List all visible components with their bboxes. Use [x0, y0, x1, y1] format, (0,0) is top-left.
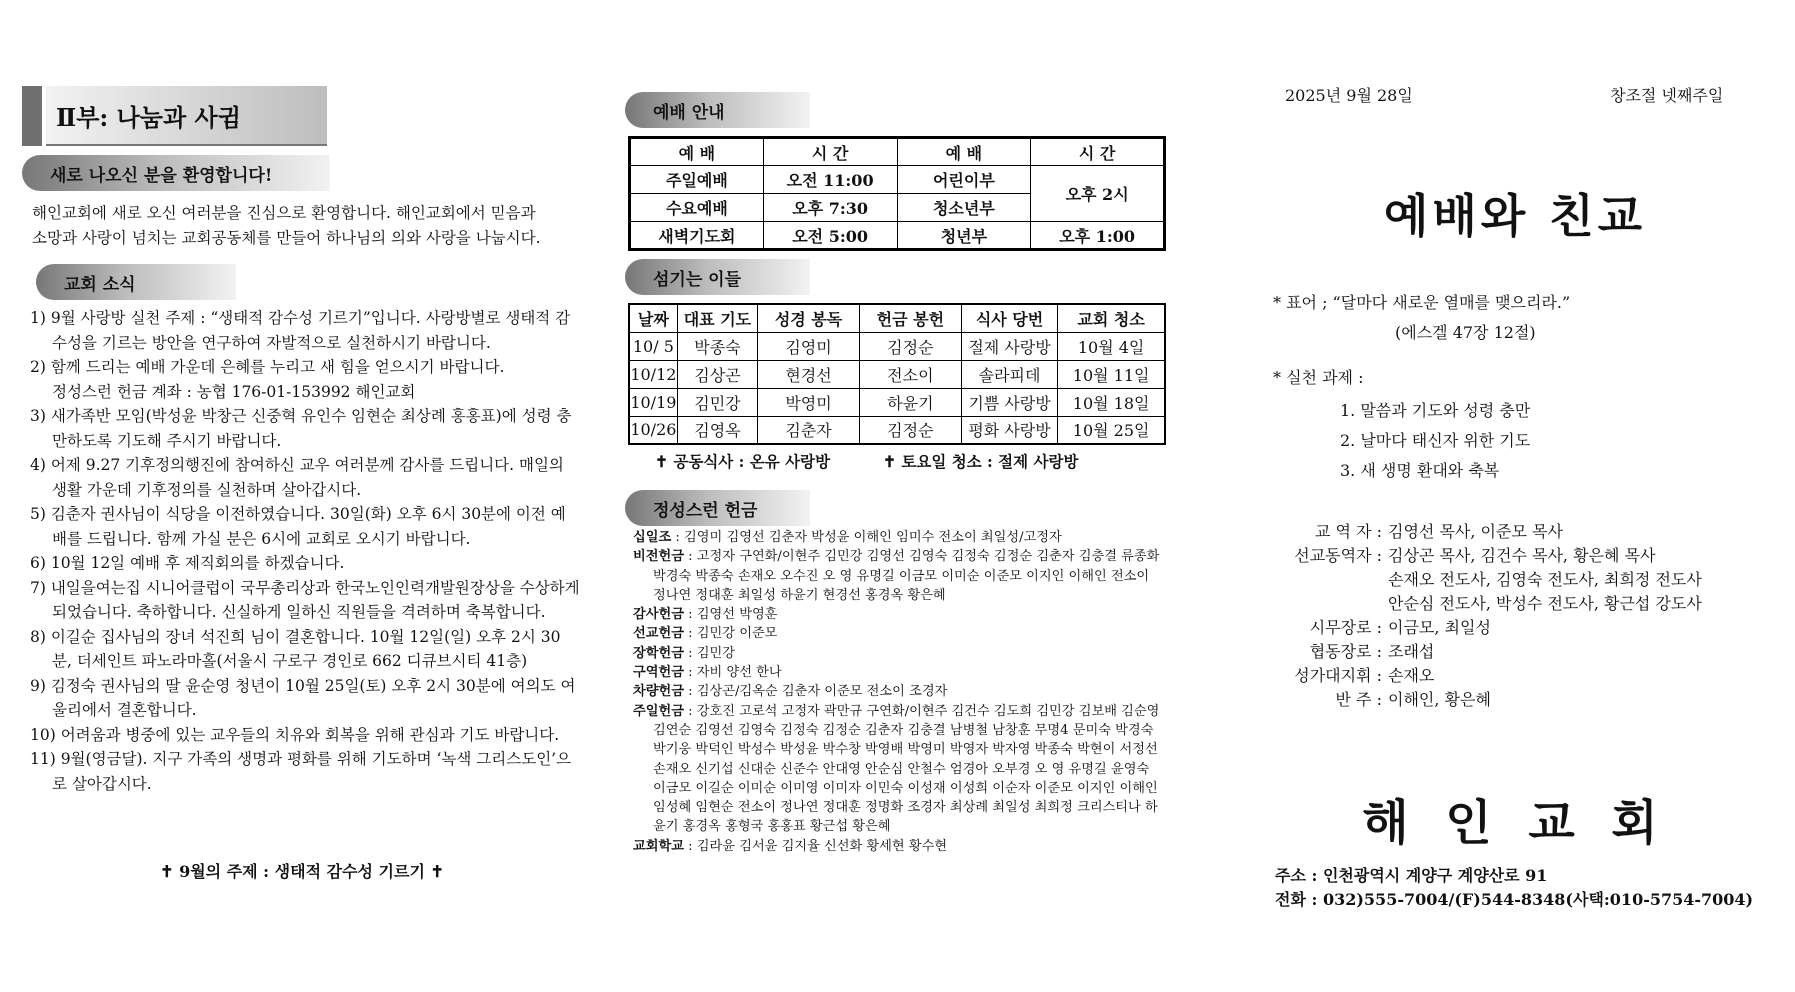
offering-label: 십일조	[633, 530, 672, 545]
table-row	[630, 166, 1165, 194]
section-title	[22, 86, 327, 146]
church-name: 해 인 교 회	[1362, 795, 1668, 851]
offering-names: : 고정자 구연화/이현주 김민강 김영선 김영숙 김정숙 김정순 김춘자 김충결 류종화 박경숙 박종숙 손재오 오수진 오 영 유명길 이금모 이미순 이준모 이지인 이해인 전소이 정나연 정대훈 최일성 하윤기 현경선 홍경옥 황은혜	[653, 549, 1160, 603]
table-cell: 평화 사랑방	[961, 416, 1057, 444]
section-title-text: Ⅱ부: 나눔과 사귐	[46, 86, 327, 146]
table-cell: 박종숙	[677, 332, 757, 360]
table-cell: 김정순	[859, 332, 961, 360]
liturgical-season: 창조절 넷째주일	[1610, 86, 1724, 105]
staff-names: 손재오 전도사, 김영숙 전도사, 최희정 전도사	[1388, 570, 1702, 589]
offering-label: 비전헌금	[633, 549, 684, 565]
task-item: 3. 새 생명 환대와 축복	[1340, 461, 1500, 480]
table-cell: 김정순	[859, 416, 961, 444]
staff-row	[1288, 640, 1702, 664]
offering-names: : 김라윤 김서윤 김지율 신선화 황세현 황수현	[683, 838, 948, 854]
table-header-cell: 헌금 봉헌	[859, 304, 961, 332]
church-phone: 전화 : 032)555-7004/(F)544-8348(사택:010-5754-7004)	[1275, 890, 1754, 909]
table-header-cell: 예 배	[630, 138, 764, 166]
table-cell: 김민강	[677, 388, 757, 416]
middle-column	[625, 0, 1170, 992]
title-accent-bar	[22, 86, 42, 146]
staff-role: 교 역 자 :	[1314, 522, 1382, 541]
table-header-cell: 대표 기도	[677, 304, 757, 332]
offering-label: 주일헌금	[633, 703, 684, 719]
offering-label: 차량헌금	[633, 684, 684, 700]
table-row	[629, 388, 1165, 416]
table-cell: 10월 4일	[1058, 332, 1165, 360]
offering-names: : 김영선 박영훈	[683, 607, 778, 623]
table-cell: 10/12	[629, 360, 677, 388]
staff-role: 선교동역자 :	[1294, 546, 1382, 565]
staff-names: 손재오	[1388, 666, 1435, 685]
offering-row	[633, 702, 1163, 837]
offering-label: 장학헌금	[633, 645, 684, 661]
offering-row	[633, 837, 1163, 856]
table-cell: 김상곤	[677, 360, 757, 388]
table-cell: 하윤기	[859, 388, 961, 416]
news-item: 9) 김정숙 권사님의 딸 윤순영 청년이 10월 25일(토) 오후 2시 30분에 여의도 여울리에서 결혼합니다.	[30, 676, 576, 719]
offering-heading: 정성스런 헌금	[625, 490, 810, 526]
table-header-cell: 시 간	[763, 138, 897, 166]
church-address: 주소 : 인천광역시 계양구 계양산로 91	[1275, 866, 1548, 885]
offering-names: : 김민강	[683, 645, 736, 661]
staff-list	[1288, 520, 1702, 712]
table-cell: 전소이	[859, 360, 961, 388]
table-cell: 절제 사랑방	[961, 332, 1057, 360]
welcome-line: 소망과 사랑이 넘치는 교회공동체를 만들어 하나님의 의와 사랑을 나눕시다.	[32, 228, 541, 247]
news-item: 10) 어려움과 병중에 있는 교우들의 치유와 회복을 위해 관심과 기도 바랍니다.	[30, 725, 560, 744]
welcome-heading: 새로 나오신 분을 환영합니다!	[22, 155, 330, 191]
table-cell: 김춘자	[758, 416, 860, 444]
news-heading: 교회 소식	[36, 264, 236, 300]
news-list	[28, 306, 580, 796]
table-row	[629, 360, 1165, 388]
news-item: 3) 새가족반 모임(박성윤 박창근 신중혁 유인수 임현순 최상례 홍홍표)에 성령 충만하도록 기도해 주시기 바랍니다.	[30, 407, 572, 450]
offering-label: 구역헌금	[633, 665, 684, 681]
worship-heading: 예배 안내	[625, 92, 810, 128]
news-item: 1) 9월 사랑방 실천 주제 : “생태적 감수성 기르기”입니다. 사랑방별로 생태적 감수성을 기르는 방안을 연구하여 자발적으로 실천하시기 바랍니다.	[30, 309, 571, 352]
staff-row	[1288, 568, 1702, 592]
offering-row	[633, 547, 1163, 605]
table-cell: 김영옥	[677, 416, 757, 444]
news-item: 6) 10월 12일 예배 후 제직회의를 하겠습니다.	[30, 554, 345, 572]
table-header-cell: 교회 청소	[1058, 304, 1165, 332]
news-item: 8) 이길순 집사님의 장녀 석진희 님이 결혼합니다. 10월 12일(일) 오후 2시 30분, 더세인트 파노라마홀(서울시 구로구 경인로 662 디큐브시티 41층)	[30, 627, 561, 670]
staff-row	[1288, 592, 1702, 616]
left-column	[22, 0, 582, 992]
table-cell: 오후 2시	[1031, 166, 1165, 222]
news-item: 2) 함께 드리는 예배 가운데 은혜를 누리고 새 힘을 얻으시기 바랍니다.	[30, 358, 505, 376]
offering-label: 교회학교	[633, 838, 684, 854]
staff-role	[1288, 568, 1388, 592]
staff-names: 안순심 전도사, 박성수 전도사, 황근섭 강도사	[1388, 594, 1702, 613]
table-row	[630, 222, 1165, 250]
staff-role: 반 주 :	[1335, 690, 1382, 709]
table-cell: 10/ 5	[629, 332, 677, 360]
staff-row	[1288, 688, 1702, 712]
staff-row	[1288, 616, 1702, 640]
table-row	[629, 332, 1165, 360]
offering-names: : 김상곤/김옥순 김춘자 이준모 전소이 조경자	[683, 684, 948, 700]
offering-names: : 김민강 이준모	[683, 626, 778, 642]
table-cell: 박영미	[758, 388, 860, 416]
table-cell: 어린이부	[897, 166, 1031, 194]
table-cell: 10월 18일	[1058, 388, 1165, 416]
table-cell: 솔라피데	[961, 360, 1057, 388]
staff-row	[1288, 520, 1702, 544]
worship-table	[628, 136, 1166, 251]
table-header-cell: 날짜	[629, 304, 677, 332]
table-cell: 오후 1:00	[1031, 222, 1165, 250]
table-cell: 기쁨 사랑방	[961, 388, 1057, 416]
staff-row	[1288, 544, 1702, 568]
table-cell: 오전 11:00	[763, 166, 897, 194]
offering-row	[633, 528, 1163, 547]
news-item: 5) 김춘자 권사님이 식당을 이전하였습니다. 30일(화) 오후 6시 30분에 이전 예배를 드립니다. 함께 가실 분은 6시에 교회로 오시기 바랍니다.	[30, 505, 566, 548]
table-header-cell: 식사 당번	[961, 304, 1057, 332]
table-cell: 현경선	[758, 360, 860, 388]
table-header-cell: 예 배	[897, 138, 1031, 166]
news-item: 4) 어제 9.27 기후정의행진에 참여하신 교우 여러분께 감사를 드립니다. 매일의 생활 가운데 기후정의를 실천하며 살아갑시다.	[30, 456, 564, 499]
offering-names: : 자비 양선 한나	[683, 665, 782, 681]
bulletin-date: 2025년 9월 28일	[1285, 86, 1413, 105]
servers-heading: 섬기는 이들	[625, 259, 810, 295]
table-cell: 수요예배	[630, 194, 764, 222]
offering-row	[633, 663, 1163, 682]
staff-role: 협동장로 :	[1309, 642, 1382, 661]
offering-list	[633, 528, 1163, 856]
staff-role: 시무장로 :	[1309, 618, 1382, 637]
task-item: 1. 말씀과 기도와 성령 충만	[1340, 401, 1531, 420]
staff-names: 이금모, 최일성	[1388, 618, 1491, 637]
motto: * 표어 ; “달마다 새로운 열매를 맺으리라.”	[1273, 293, 1571, 312]
servers-table	[628, 303, 1166, 445]
news-item: 7) 내일을여는집 시니어클럽이 국무총리상과 한국노인인력개발원장상을 수상하게 되었습니다. 축하합니다. 신실하게 일하신 직원들을 격려하며 축복합니다.	[30, 578, 580, 621]
offering-row	[633, 605, 1163, 624]
bulletin-title: 예배와 친교	[1383, 189, 1647, 243]
staff-names: 김상곤 목사, 김건수 목사, 황은혜 목사	[1388, 546, 1656, 565]
offering-names: : 김영미 김영선 김춘자 박성윤 이해인 임미수 전소이 최일성/고정자	[671, 530, 1062, 545]
table-cell: 10/19	[629, 388, 677, 416]
table-cell: 10/26	[629, 416, 677, 444]
month-theme: ✝ 9월의 주제 : 생태적 감수성 기르기 ✝	[160, 862, 444, 881]
offering-row	[633, 682, 1163, 701]
welcome-text	[32, 201, 592, 250]
staff-names: 김영선 목사, 이준모 목사	[1388, 522, 1563, 541]
tasks-list	[1340, 396, 1530, 486]
offering-names: : 강호진 고로석 고정자 곽만규 구연화/이현주 김건수 김도희 김민강 김보배 김순영 김연순 김영선 김영숙 김정숙 김정순 김춘자 김충결 남병철 남창훈 무명4 문미숙 박경숙 박기웅 박덕인 박성수 박성윤 박수창 박영배 박영미 박영자 박자영 박종숙 박현이 서정선 손재오 신기섭 신대순 신준수 안대영 안순심 안철수 엄경아 오부경 오 영 유명길 윤영숙 이금모 이길순 이미순 이미영 이미자 이민숙 이성재 이성희 이순자 이준모 이지인 이해인 임성혜 임현순 전소이 정나연 정대훈 정명화 조경자 최상례 최일성 최희정 크리스티나 하윤기 홍경옥 홍형국 홍홍표 황근섭 황은혜	[653, 703, 1160, 835]
offering-label: 선교헌금	[633, 626, 684, 642]
offering-row	[633, 624, 1163, 643]
table-cell: 청소년부	[897, 194, 1031, 222]
common-meal-note: ✝ 공동식사 : 온유 사랑방	[655, 452, 831, 471]
news-item: 정성스런 헌금 계좌 : 농협 176-01-153992 해인교회	[52, 382, 416, 401]
table-cell: 청년부	[897, 222, 1031, 250]
table-cell: 오후 7:30	[763, 194, 897, 222]
right-column	[1255, 0, 1775, 992]
staff-role	[1288, 592, 1388, 616]
motto-reference: (에스겔 47장 12절)	[1395, 323, 1536, 342]
table-cell: 10월 25일	[1058, 416, 1165, 444]
staff-role: 성가대지휘 :	[1294, 666, 1382, 685]
staff-names: 조래섭	[1388, 642, 1435, 661]
welcome-line: 해인교회에 새로 오신 여러분을 진심으로 환영합니다. 해인교회에서 믿음과	[32, 204, 536, 222]
offering-label: 감사헌금	[633, 607, 684, 623]
table-cell: 새벽기도회	[630, 222, 764, 250]
task-item: 2. 날마다 태신자 위한 기도	[1340, 431, 1531, 450]
staff-row	[1288, 664, 1702, 688]
offering-row	[633, 644, 1163, 663]
table-header-cell: 시 간	[1031, 138, 1165, 166]
news-item: 11) 9월(영금달). 지구 가족의 생명과 평화를 위해 기도하며 ‘녹색 그리스도인’으로 살아갑시다.	[30, 750, 572, 793]
table-cell: 10월 11일	[1058, 360, 1165, 388]
table-cell: 오전 5:00	[763, 222, 897, 250]
saturday-cleaning-note: ✝ 토요일 청소 : 절제 사랑방	[883, 452, 1079, 471]
table-header-cell: 성경 봉독	[758, 304, 860, 332]
table-cell: 김영미	[758, 332, 860, 360]
table-row	[629, 416, 1165, 444]
table-header-row	[629, 304, 1165, 332]
tasks-label: * 실천 과제 :	[1273, 368, 1364, 387]
table-header-row	[630, 138, 1165, 166]
table-cell: 주일예배	[630, 166, 764, 194]
staff-names: 이해인, 황은혜	[1388, 690, 1491, 709]
